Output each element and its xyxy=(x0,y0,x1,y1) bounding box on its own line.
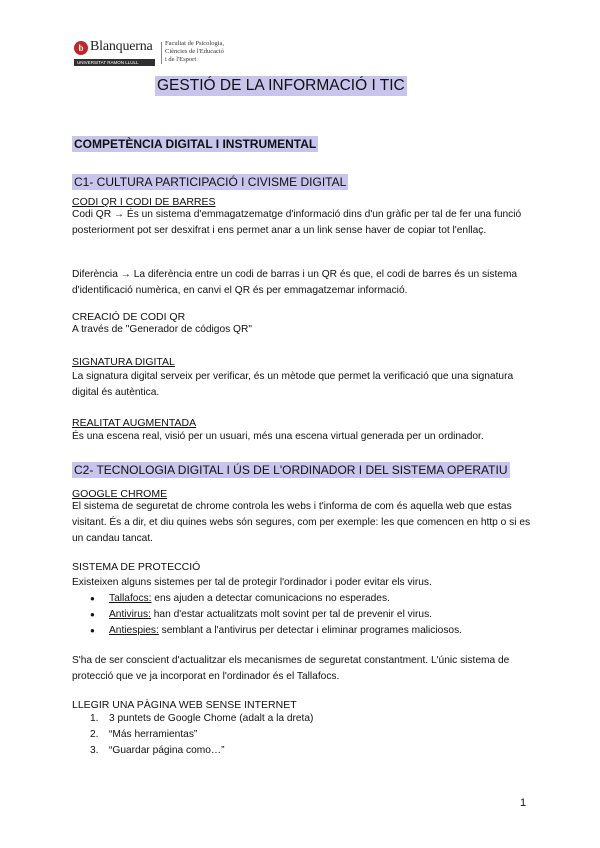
list-item xyxy=(90,607,530,623)
section-heading: COMPETÈNCIA DIGITAL I INSTRUMENTAL xyxy=(74,137,317,151)
list-item-text: semblant a l'antivirus per detectar i eliminar programes maliciosos. xyxy=(158,625,463,636)
proteccio-intro: Existeixen alguns sistemes per tal de protegir l'ordinador i poder evitar els virus. xyxy=(72,577,432,588)
blanquerna-logo-icon: b xyxy=(74,41,88,55)
codi-qr-subheading: CODI QR I CODI DE BARRES xyxy=(72,196,216,208)
list-item xyxy=(90,591,530,607)
list-item xyxy=(90,711,530,727)
step-number: 1. xyxy=(90,713,99,724)
faculty-line: Facultat de Psicologia, xyxy=(165,40,225,47)
document-title: GESTIÓ DE LA INFORMACIÓ I TIC xyxy=(157,77,405,94)
proteccio-subheading: SISTEMA DE PROTECCIÓ xyxy=(72,561,201,573)
c2-heading: C2- TECNOLOGIA DIGITAL I ÚS DE L'ORDINADOR I DEL SISTEMA OPERATIU xyxy=(74,463,508,477)
step-text: 3 puntets de Google Chome (adalt a la dreta) xyxy=(109,713,314,724)
list-item xyxy=(90,727,530,743)
c1-heading: C1- CULTURA PARTICIPACIÓ I CIVISME DIGITAL xyxy=(74,175,347,189)
proteccio-list xyxy=(90,591,530,639)
llegir-steps-list xyxy=(90,711,530,759)
list-item-text: ens ajuden a detectar comunicacions no esperades. xyxy=(151,593,390,604)
step-text: “Guardar página como…” xyxy=(109,745,225,756)
diferencia-paragraph: Diferència → La diferència entre un codi de barras i un QR és que, el codi de barres és un sistema d'identificació numèrica, en canvi el QR és per emmagatzemar informació. xyxy=(72,269,518,296)
list-item xyxy=(90,623,530,639)
creacio-paragraph: A través de "Generador de códigos QR" xyxy=(72,324,252,335)
faculty-line: Ciències de l'Educació xyxy=(165,48,224,55)
logo-university-strip: UNIVERSITAT RAMON LLULL xyxy=(74,59,155,66)
faculty-name xyxy=(165,40,224,64)
logo-name: Blanquerna xyxy=(90,39,153,54)
chrome-subheading: GOOGLE CHROME xyxy=(72,488,168,500)
step-number: 2. xyxy=(90,729,99,740)
signatura-paragraph: La signatura digital serveix per verificar, és un mètode que permet la verificació que una signatura digital és autèntica. xyxy=(72,371,514,398)
proteccio-note: S'ha de ser conscient d'actualitzar els mecanismes de seguretat constantment. L'únic sistema de protecció que ve ja incorporat en l'ordinador és el Tallafocs. xyxy=(72,655,510,682)
realitat-paragraph: És una escena real, visió per un usuari, més una escena virtual generada per un ordinador. xyxy=(72,431,484,442)
list-item-term: Tallafocs: xyxy=(109,593,152,604)
signatura-subheading: SIGNATURA DIGITAL xyxy=(72,356,175,368)
list-item-text: han d'estar actualitzats molt sovint per tal de prevenir el virus. xyxy=(150,609,433,620)
faculty-line: i de l'Esport xyxy=(165,56,197,63)
list-item-term: Antiespies: xyxy=(109,625,159,636)
page-number: 1 xyxy=(520,797,527,809)
codi-qr-paragraph: Codi QR → És un sistema d'emmagatzematge d'informació dins d'un gràfic per tal de fer una funció posteriorment pot ser desxifrat i ens permet anar a un link sense haver de copiar tot l'enllaç. xyxy=(72,209,522,236)
creacio-subheading: CREACIÓ DE CODI QR xyxy=(72,311,186,323)
llegir-subheading: LLEGIR UNA PÀGINA WEB SENSE INTERNET xyxy=(72,699,297,711)
logo-divider xyxy=(161,42,162,64)
step-number: 3. xyxy=(90,745,99,756)
university-logo xyxy=(74,40,254,70)
list-item-term: Antivirus: xyxy=(109,609,151,620)
step-text: “Más herramientas” xyxy=(109,729,198,740)
realitat-subheading: REALITAT AUGMENTADA xyxy=(72,417,197,429)
chrome-paragraph: El sistema de seguretat de chrome controla les webs i t'informa de com és aquella web que estas visitant. És a dir, et diu quines webs són segures, com per exemple: les que comencen en http o si es un candau tancat. xyxy=(72,501,531,544)
list-item xyxy=(90,743,530,759)
